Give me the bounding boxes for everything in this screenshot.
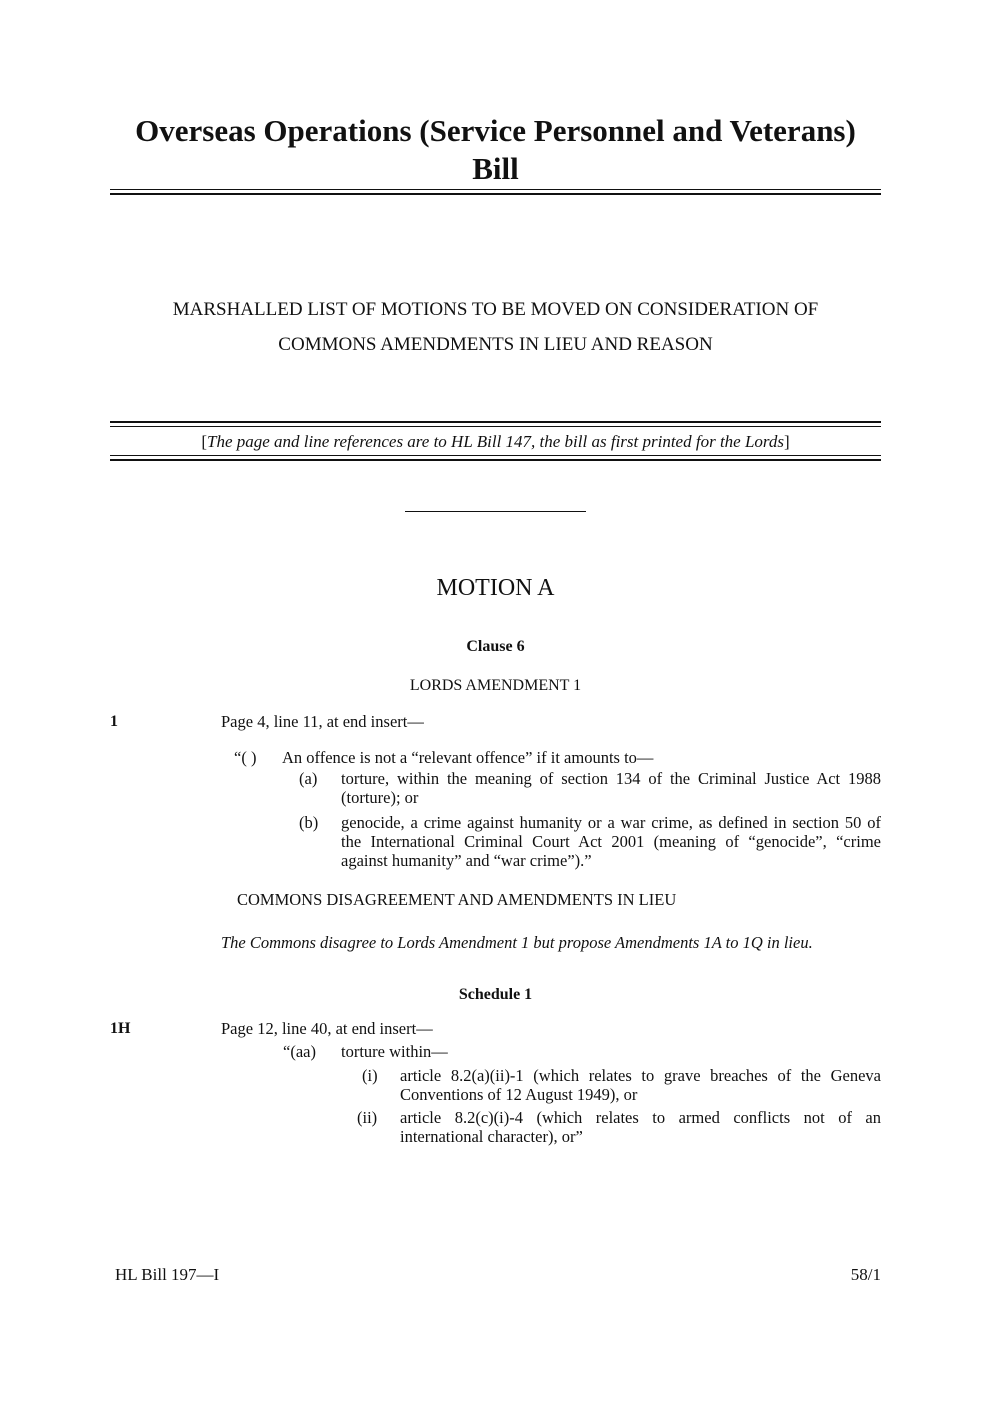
amendment-number: 1 — [110, 713, 118, 730]
subparagraph-text: article 8.2(a)(ii)-1 (which relates to grave breaches of the Geneva Conventions of 12 August 1949), or — [400, 1066, 881, 1104]
commons-note: The Commons disagree to Lords Amendment 1 but propose Amendments 1A to 1Q in lieu. — [221, 933, 813, 952]
bill-title-line-2: Bill — [472, 151, 519, 186]
document-subtitle — [110, 292, 881, 362]
bracket-close: ] — [784, 432, 790, 451]
subsection-text: An offence is not a “relevant offence” if it amounts to— — [282, 748, 654, 767]
paragraph-text: genocide, a crime against humanity or a war crime, as defined in section 50 of the International Criminal Court Act 2001 (meaning of “genocide”, “crime against humanity” and “war crime”).” — [341, 813, 881, 870]
footer-page-reference: 58/1 — [850, 1265, 881, 1284]
footer-bill-reference: HL Bill 197—I — [115, 1265, 220, 1284]
subparagraph-marker: (i) — [362, 1066, 378, 1085]
subsection-marker: “( ) — [234, 748, 257, 767]
reference-note-text: The page and line references are to HL Bill 147, the bill as first printed for the Lords — [206, 432, 785, 451]
subtitle-line-1: MARSHALLED LIST OF MOTIONS TO BE MOVED ON CONSIDERATION OF — [172, 299, 819, 320]
reference-note — [110, 431, 881, 453]
bill-title — [110, 112, 881, 188]
paragraph-marker: “(aa) — [283, 1042, 316, 1061]
paragraph-marker: (a) — [299, 769, 318, 788]
paragraph-text: torture, within the meaning of section 134 of the Criminal Justice Act 1988 (torture); or — [341, 769, 881, 807]
reference-top-rule — [110, 421, 881, 427]
bill-title-line-1: Overseas Operations (Service Personnel and Veterans) — [135, 113, 856, 148]
paragraph-marker: (b) — [299, 813, 319, 832]
subparagraph-marker: (ii) — [357, 1108, 378, 1127]
amendment-number: 1H — [110, 1020, 131, 1037]
subparagraph-text: article 8.2(c)(i)-4 (which relates to armed conflicts not of an international character), or” — [400, 1108, 881, 1146]
lords-amendment-heading: LORDS AMENDMENT 1 — [409, 677, 582, 694]
section-divider — [405, 511, 586, 512]
bracket-open: [ — [201, 432, 207, 451]
title-double-rule — [110, 189, 881, 195]
schedule-heading: Schedule 1 — [458, 986, 533, 1003]
reference-bottom-rule — [110, 455, 881, 461]
paragraph-text: torture within— — [341, 1042, 448, 1061]
clause-heading: Clause 6 — [466, 638, 525, 655]
motion-heading: MOTION A — [436, 575, 555, 601]
amendment-instruction: Page 4, line 11, at end insert— — [221, 712, 424, 731]
amendment-instruction: Page 12, line 40, at end insert— — [221, 1019, 433, 1038]
subtitle-line-2: COMMONS AMENDMENTS IN LIEU AND REASON — [278, 334, 713, 355]
commons-disagreement-heading: COMMONS DISAGREEMENT AND AMENDMENTS IN LIEU — [237, 890, 677, 909]
